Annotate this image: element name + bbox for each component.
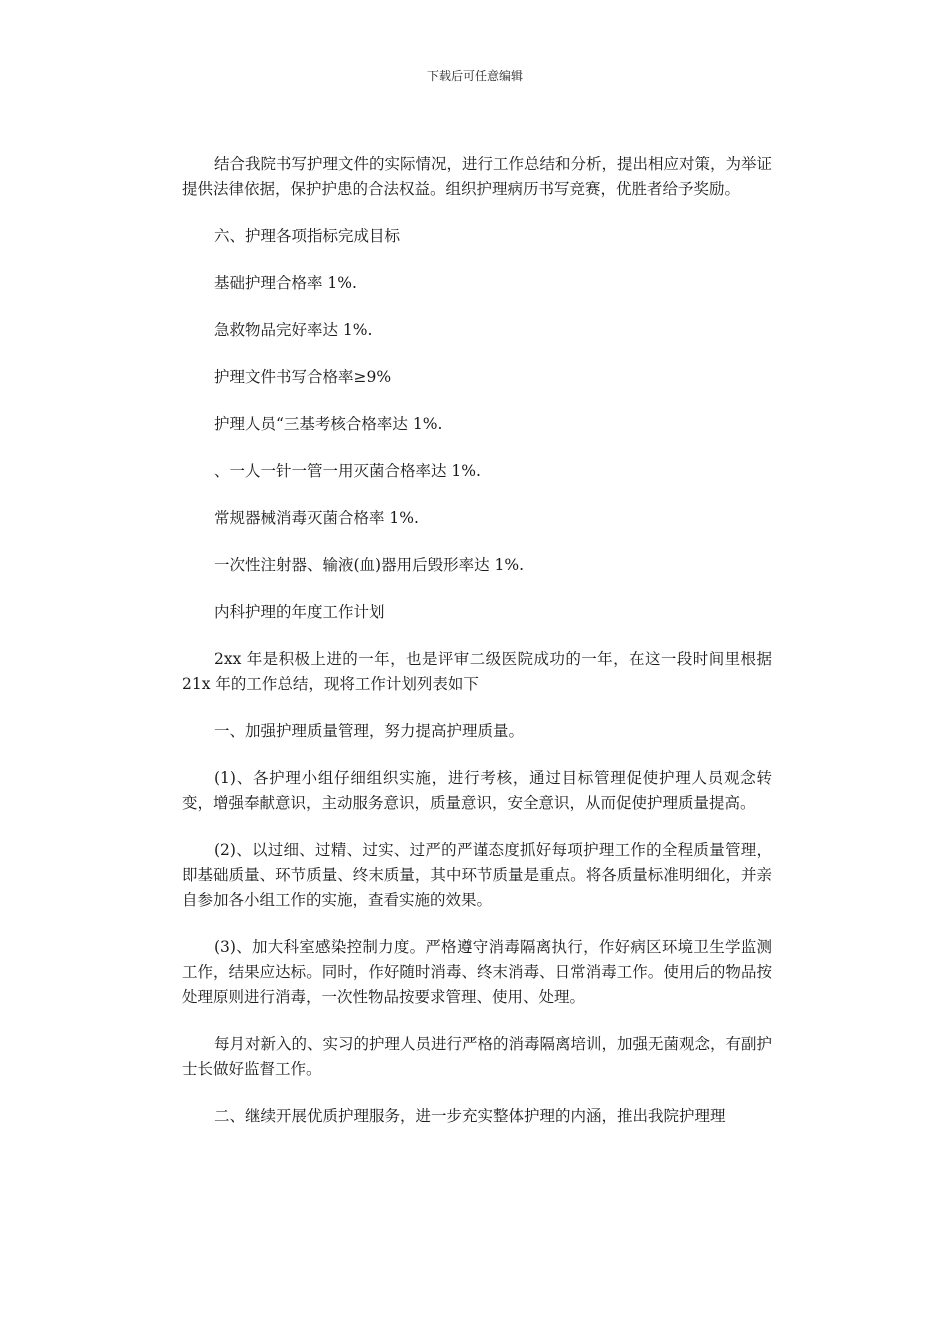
paragraph: (2)、以过细、过精、过实、过严的严谨态度抓好每项护理工作的全程质量管理，即基础质量、环节质量、终末质量，其中环节质量是重点。将各质量标准明细化，并亲自参加各小组工作的实施，查看实施的效果。 (182, 841, 772, 909)
list-item: 护理文件书写合格率≥9% (214, 368, 392, 386)
page-header: 下载后可任意编辑 (426, 69, 523, 83)
paragraph: 结合我院书写护理文件的实际情况，进行工作总结和分析，提出相应对策，为举证提供法律依据，保护护患的合法权益。组织护理病历书写竞赛，优胜者给予奖励。 (182, 155, 773, 198)
list-item: 一次性注射器、输液(血)器用后毁形率达 1%. (214, 556, 525, 574)
document-subtitle: 内科护理的年度工作计划 (214, 603, 385, 621)
paragraph: 2xx 年是积极上进的一年，也是评审二级医院成功的一年，在这一段时间里根据 21x 年的工作总结，现将工作计划列表如下 (182, 650, 772, 693)
list-item: 急救物品完好率达 1%. (214, 321, 373, 339)
document-body (182, 152, 772, 1151)
paragraph: (3)、加大科室感染控制力度。严格遵守消毒隔离执行，作好病区环境卫生学监测工作，结果应达标。同时，作好随时消毒、终末消毒、日常消毒工作。使用后的物品按处理原则进行消毒，一次性物品按要求管理、使用、处理。 (182, 938, 772, 1006)
paragraph: (1)、各护理小组仔细组织实施，进行考核，通过目标管理促使护理人员观念转变，增强奉献意识，主动服务意识，质量意识，安全意识，从而促使护理质量提高。 (182, 769, 772, 812)
list-item: 护理人员“三基考核合格率达 1%. (214, 415, 443, 433)
section-heading: 一、加强护理质量管理，努力提高护理质量。 (214, 722, 525, 740)
section-heading: 二、继续开展优质护理服务，进一步充实整体护理的内涵，推出我院护理理 (214, 1107, 726, 1125)
section-heading: 六、护理各项指标完成目标 (214, 227, 401, 245)
list-item: 基础护理合格率 1%. (214, 274, 357, 292)
paragraph: 每月对新入的、实习的护理人员进行严格的消毒隔离培训，加强无菌观念，有副护士长做好监督工作。 (182, 1035, 773, 1078)
list-item: 、一人一针一管一用灭菌合格率达 1%. (214, 462, 481, 480)
list-item: 常规器械消毒灭菌合格率 1%. (214, 509, 419, 527)
